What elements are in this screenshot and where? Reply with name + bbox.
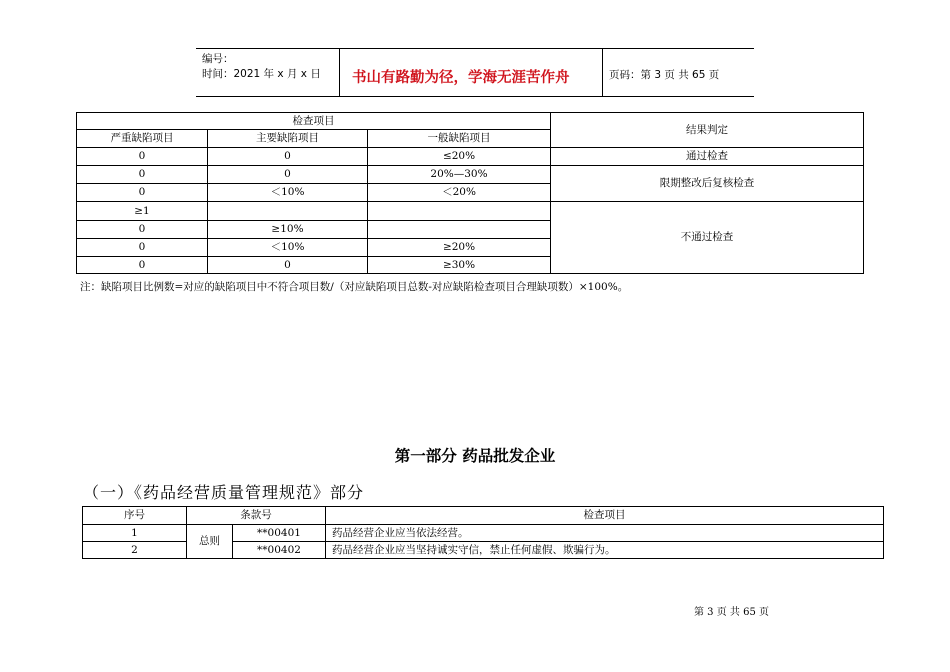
cell: 0 <box>208 257 368 274</box>
table-row <box>83 525 884 542</box>
part-title: 第一部分 药品批发企业 <box>394 447 556 465</box>
group-header: 检查项目 <box>77 113 551 130</box>
result-pass: 通过检查 <box>551 148 864 166</box>
cell: ＜20% <box>368 184 551 202</box>
cell: 0 <box>208 166 368 184</box>
row-no: 2 <box>83 542 187 559</box>
header-divider-left <box>339 48 340 96</box>
section-title: （一）《药品经营质量管理规范》部分 <box>83 483 365 502</box>
cell: ≥10% <box>208 221 368 239</box>
row-item: 药品经营企业应当依法经营。 <box>326 525 884 542</box>
cell: ＜10% <box>208 184 368 202</box>
result-fail: 不通过检查 <box>551 202 864 274</box>
col-header-general: 一般缺陷项目 <box>368 130 551 148</box>
cell: 20%—30% <box>368 166 551 184</box>
page-info: 页码：第 3 页 共 65 页 <box>609 69 720 81</box>
cell: ＜10% <box>208 239 368 257</box>
cell: 0 <box>77 239 208 257</box>
row-item: 药品经营企业应当坚持诚实守信，禁止任何虚假、欺骗行为。 <box>326 542 884 559</box>
row-clause: **00401 <box>233 525 326 542</box>
row-no: 1 <box>83 525 187 542</box>
cell: 0 <box>77 148 208 166</box>
code-label: 编号： <box>202 53 234 65</box>
cell: 0 <box>77 257 208 274</box>
header-item: 检查项目 <box>326 507 884 525</box>
time-label: 时间：2021 年 x 月 x 日 <box>202 68 321 80</box>
header-no: 序号 <box>83 507 187 525</box>
cell <box>368 221 551 239</box>
cell: ≥30% <box>368 257 551 274</box>
header-clause: 条款号 <box>187 507 326 525</box>
header-divider-right <box>602 48 603 96</box>
category-cell: 总则 <box>187 525 233 559</box>
header-top-rule <box>196 48 754 49</box>
table-note: 注：缺陷项目比例数=对应的缺陷项目中不符合项目数/（对应缺陷项目总数-对应缺陷检查项目合理缺项数）×100%。 <box>80 281 629 293</box>
col-header-critical: 严重缺陷项目 <box>77 130 208 148</box>
row-clause: **00402 <box>233 542 326 559</box>
cell: 0 <box>77 166 208 184</box>
result-rectify: 限期整改后复核检查 <box>551 166 864 202</box>
header-motto: 书山有路勤为径，学海无涯苦作舟 <box>352 70 570 86</box>
cell: 0 <box>77 184 208 202</box>
page-footer: 第 3 页 共 65 页 <box>694 607 769 618</box>
col-header-major: 主要缺陷项目 <box>208 130 368 148</box>
cell: ≥20% <box>368 239 551 257</box>
result-header: 结果判定 <box>551 113 864 148</box>
cell: ≥1 <box>77 202 208 221</box>
cell <box>208 202 368 221</box>
items-table <box>82 506 884 559</box>
cell: ≤20% <box>368 148 551 166</box>
criteria-table <box>76 112 864 274</box>
cell <box>368 202 551 221</box>
header-bottom-rule <box>196 96 754 97</box>
cell: 0 <box>208 148 368 166</box>
cell: 0 <box>77 221 208 239</box>
